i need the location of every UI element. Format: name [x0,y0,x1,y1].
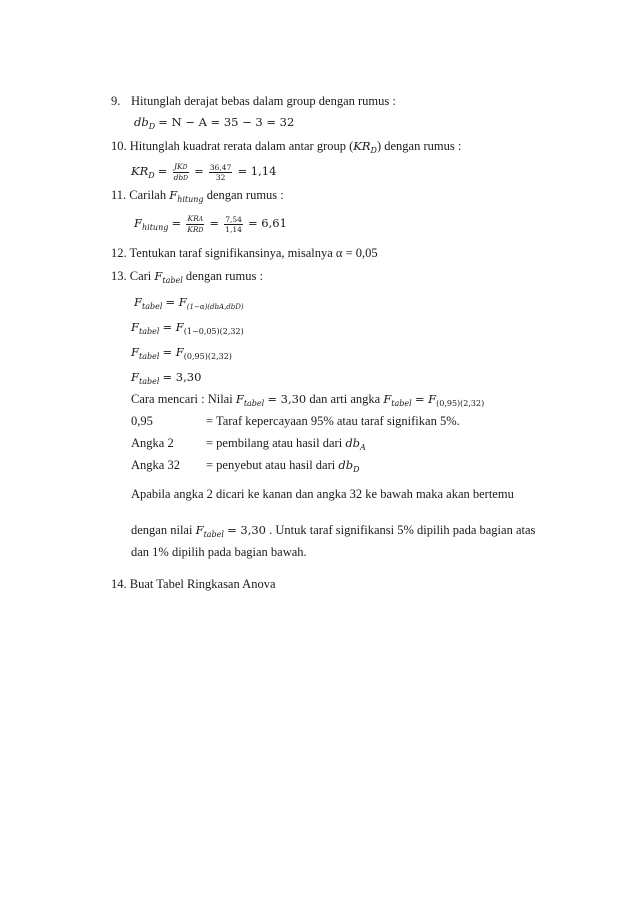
result-value: = 3,30 [162,370,202,384]
explanation-text: dengan nilai [131,523,193,537]
symbol-f: F [169,188,178,202]
fraction-denominator: 1,14 [225,224,242,234]
symbol-f: F [131,320,139,334]
subscript-a: A [198,215,204,223]
item-9-formula [134,114,294,132]
formula-df: = N − A = 35 − 3 = 32 [158,115,295,129]
subscript-tabel: tabel [138,327,160,336]
ftabel-eq-1 [134,294,244,312]
definition-term: 0,95 [131,414,153,428]
explanation-line-1: Apabila angka 2 dicari ke kanan dan angka 32 ke bawah maka akan bertemu [131,487,514,501]
subscript-d: D [148,171,155,180]
explanation-line-3: dan 1% dipilih pada bagian bawah. [131,545,307,559]
cara-mencari-line [131,391,484,409]
definition-desc: = pembilang atau hasil dari [206,436,343,450]
item-number: 14. [111,577,127,591]
equals-sign: = [157,164,168,178]
definition-row-2 [131,435,571,451]
item-13-text-after: dengan rumus : [185,269,263,283]
symbol-f: F [195,523,204,537]
subscript-d: D [370,146,377,155]
item-9 [111,93,120,109]
subscript-tabel: tabel [162,276,183,285]
symbol-f: F [131,370,139,384]
symbol-f: F [383,392,392,406]
item-10-text-after: ) dengan rumus : [376,139,462,153]
subscript-a: A [219,303,225,311]
symbol-f: F [131,345,139,359]
fraction-kr-over-kr [186,214,204,235]
subscript-hitung: hitung [177,195,204,204]
result-value: = 3,30 [227,523,266,537]
item-9-text: Hitunglah derajat bebas dalam group dengan rumus : [131,94,396,108]
subscript-tabel: tabel [243,399,265,408]
subscript-values: (0,95)(2,32) [436,399,485,408]
cara-text: dan arti angka [309,392,381,406]
item-11-formula [134,212,287,236]
equals-sign: = [209,216,220,230]
item-11 [111,187,284,205]
subscript-part: (1−α)(db [186,303,219,311]
symbol-db: db [345,436,361,450]
subscript-tabel: tabel [138,377,160,386]
subscript-d: D [235,303,241,311]
symbol-kr: KR [353,139,371,153]
fraction-values [209,163,232,182]
definition-term: Angka 2 [131,436,174,450]
subscript-d: D [182,163,188,171]
subscript-d: D [198,226,204,234]
subscript-tabel: tabel [203,530,224,539]
explanation-text: . Untuk taraf signifikansi 5% dipilih pada bagian atas [269,523,536,537]
subscript-tabel: tabel [141,302,163,311]
symbol-kr: KR [131,164,149,178]
cara-text: Cara mencari : Nilai [131,392,233,406]
fraction-denominator: KR [187,224,199,234]
equation-rhs: = F [162,345,184,359]
item-number: 13. [111,269,127,283]
subscript-a: A [360,443,366,452]
cara-value: = 3,30 [267,392,307,406]
item-number: 12. [111,246,127,260]
item-number: 11. [111,188,127,202]
item-13-text-before: Cari [129,269,152,283]
fraction-numerator: 7,54 [225,214,242,224]
item-13 [111,268,263,286]
subscript-tabel: tabel [138,352,160,361]
subscript-tabel: tabel [391,399,412,408]
subscript-d: D [148,122,156,131]
equation-rhs: = F [414,392,437,406]
item-11-text-before: Carilah [129,188,167,202]
subscript-part: ) [240,303,244,311]
subscript-hitung: hitung [141,223,169,232]
symbol-db: db [338,458,354,472]
explanation-line-2 [131,522,535,540]
fraction-numerator: 36,47 [209,162,232,172]
equals-sign: = [194,164,204,178]
fraction-values [224,215,243,234]
symbol-f: F [235,392,244,406]
fraction-jk-over-db [173,162,189,183]
equation-rhs: = F [162,320,184,334]
item-10-text-before: Hitunglah kuadrat rerata dalam antar group ( [129,139,354,153]
definition-row-095 [131,413,571,429]
symbol-f: F [134,216,142,230]
fraction-denominator: 32 [215,172,226,182]
definition-term: Angka 32 [131,458,180,472]
subscript-d: D [353,465,360,474]
ftabel-eq-4 [131,369,201,387]
equation-rhs: = F [165,295,187,309]
ftabel-eq-3 [131,344,232,362]
item-number: 10. [111,139,127,153]
definition-desc: = Taraf kepercayaan 95% atau taraf signifikan 5%. [206,414,460,428]
equals-sign: = [171,216,182,230]
item-11-text-after: dengan rumus : [206,188,284,202]
fraction-numerator: JK [174,161,183,171]
ftabel-eq-2 [131,319,244,337]
symbol-db: db [134,115,149,129]
item-10-formula [131,160,276,184]
symbol-f: F [154,269,163,283]
item-14-text: Buat Tabel Ringkasan Anova [129,577,276,591]
subscript-d: D [183,174,188,182]
item-10 [111,138,461,156]
result-value: = 1,14 [237,164,277,178]
definition-desc: = penyebut atau hasil dari [206,458,336,472]
definition-row-32 [131,457,571,473]
item-12-text: Tentukan taraf signifikansinya, misalnya α = 0,05 [129,246,378,260]
subscript-part: ,db [224,303,236,311]
result-value: = 6,61 [248,216,287,230]
item-14 [111,576,276,592]
subscript-values: (0,95)(2,32) [183,352,232,361]
fraction-denominator: db [173,172,184,182]
fraction-numerator: KR [187,213,199,223]
item-12 [111,245,378,261]
subscript-values: (1−0,05)(2,32) [183,327,244,336]
item-number: 9. [111,94,121,108]
symbol-f: F [134,295,142,309]
